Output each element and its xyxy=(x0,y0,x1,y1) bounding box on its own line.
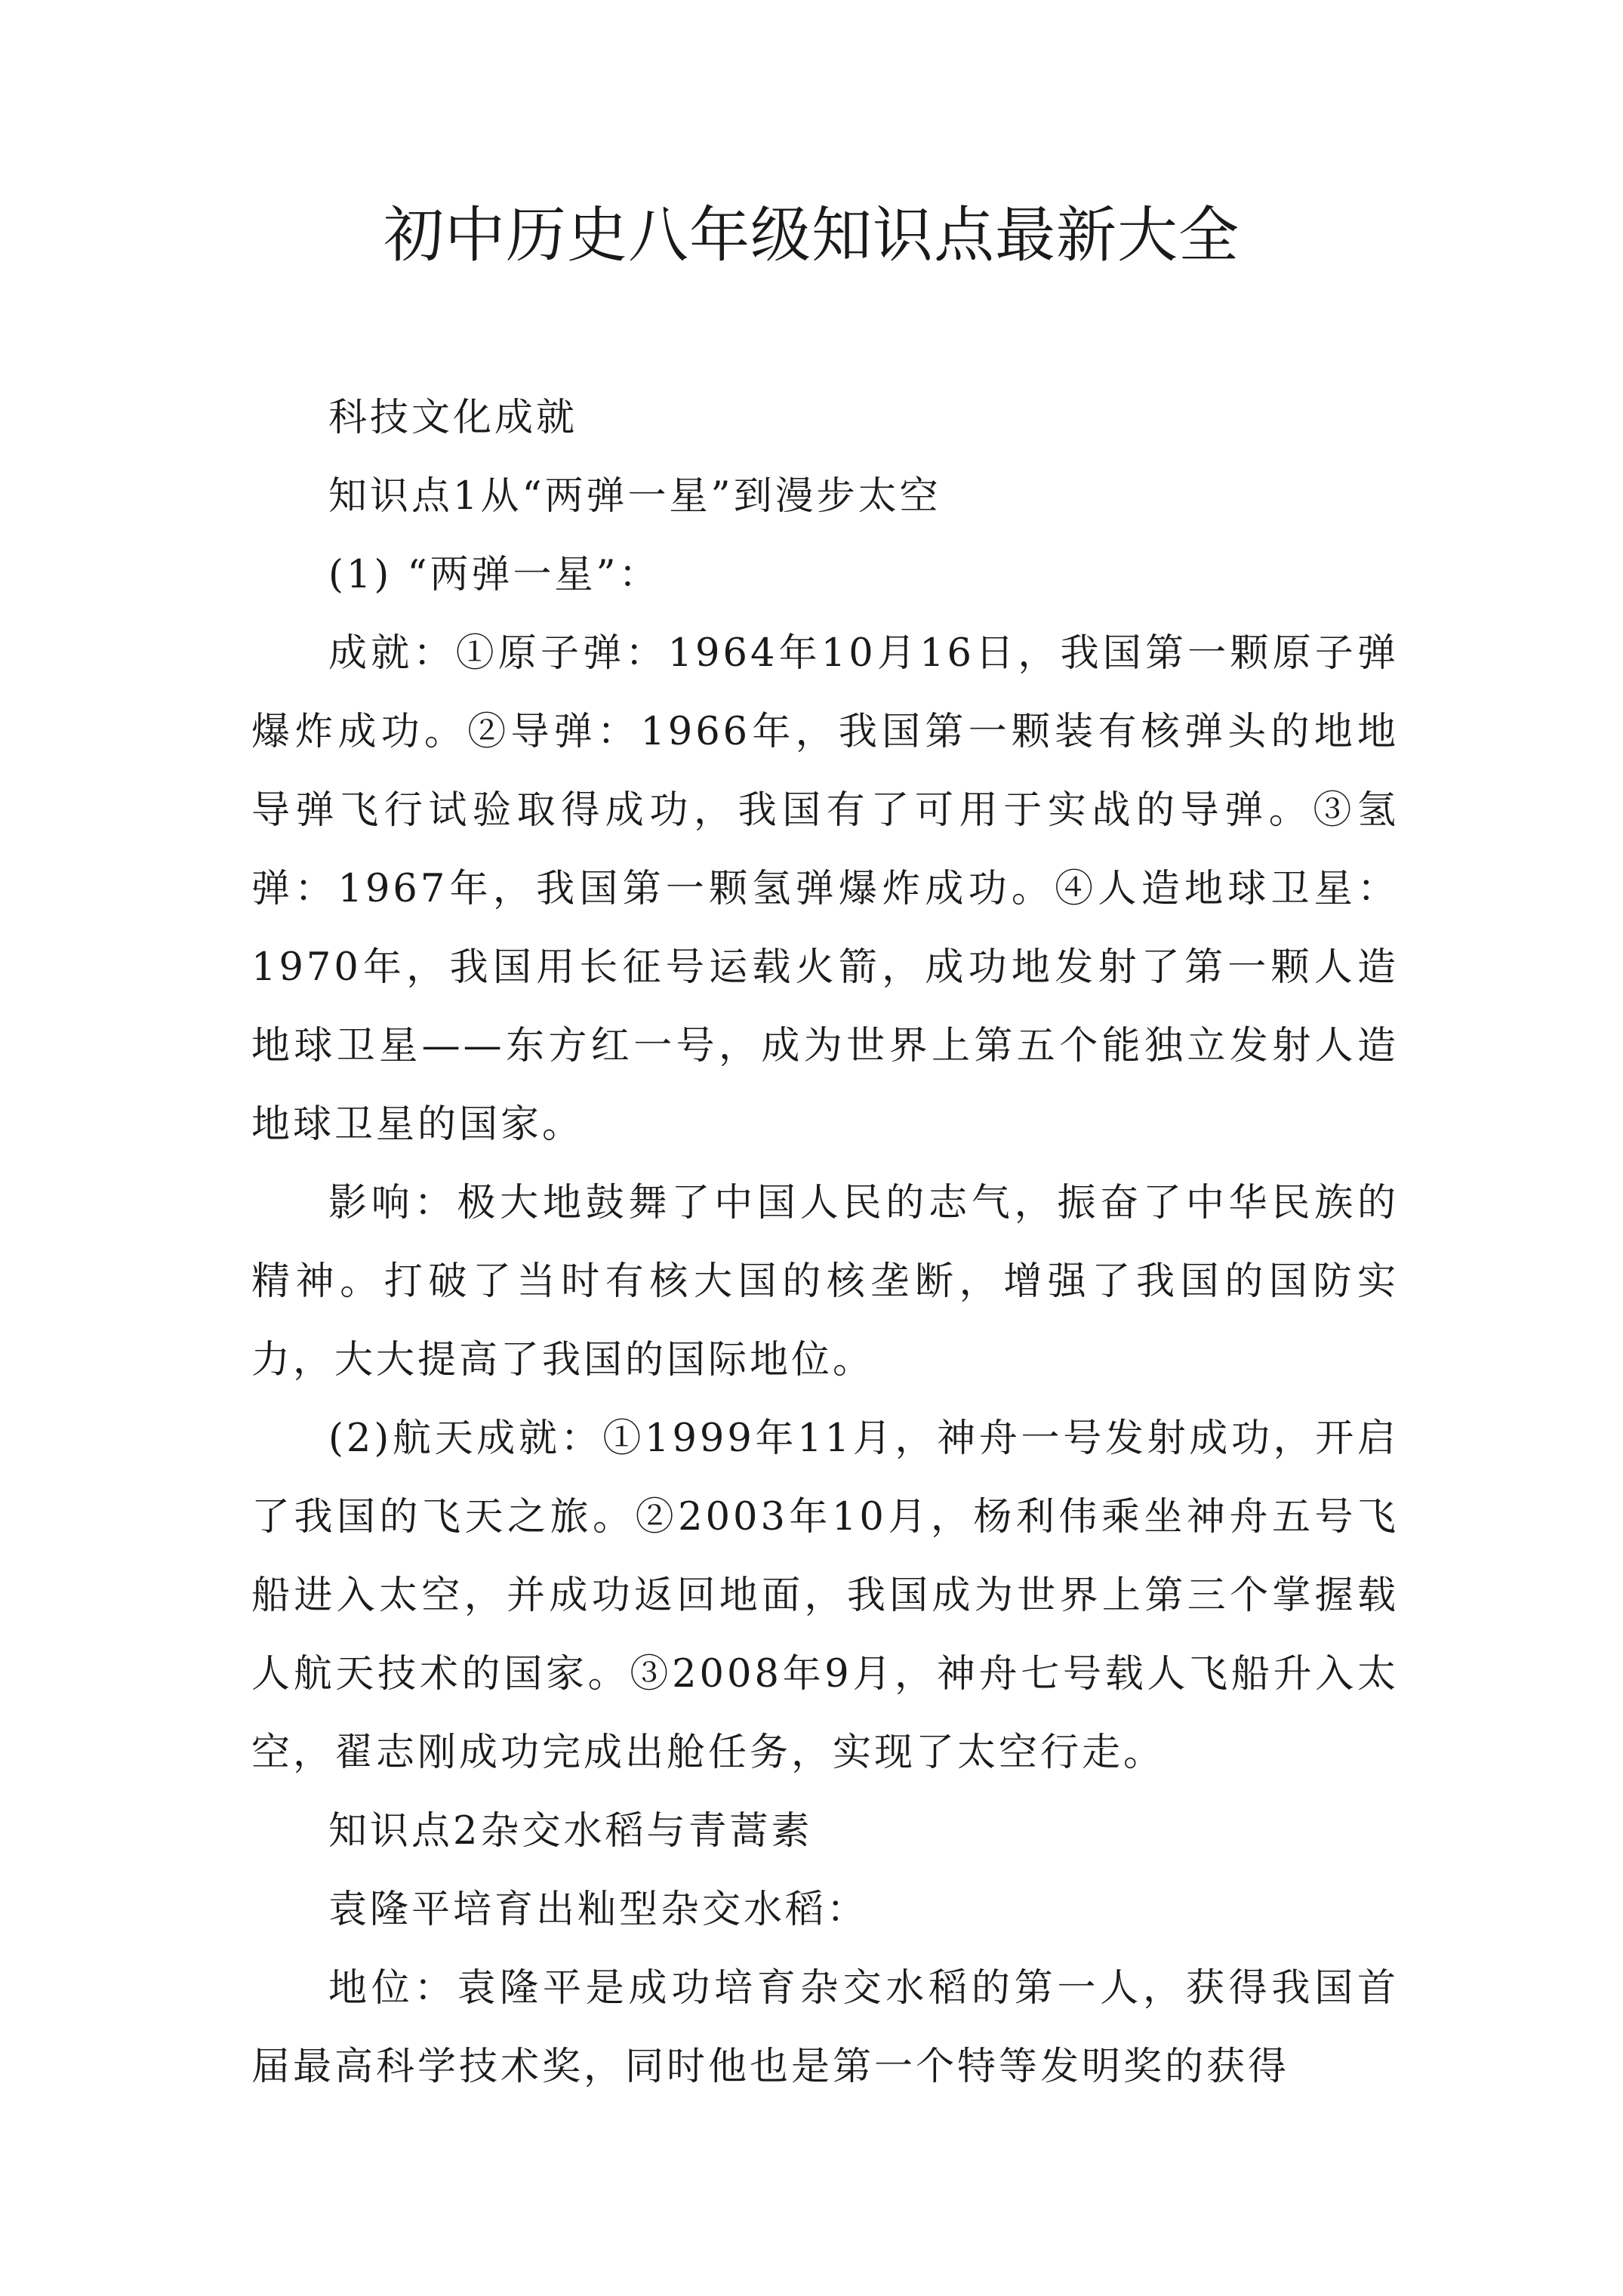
paragraph-influence: 影响：极大地鼓舞了中国人民的志气，振奋了中华民族的精神。打破了当时有核大国的核垄断，增强了我国的国防实力，大大提高了我国的国际地位。 xyxy=(251,1181,1399,1382)
section-heading-tech-culture: 科技文化成就 xyxy=(328,396,578,440)
paragraph-aerospace: (2)航天成就：①1999年11月，神舟一号发射成功，开启了我国的飞天之旅。②2003年10月，杨利伟乘坐神舟五号飞船进入太空，并成功返回地面，我国成为世界上第三个掌握载人航天技术的国家。③2008年9月，神舟七号载人飞船升入太空，翟志刚成功完成出舱任务，实现了太空行走。 xyxy=(251,1416,1399,1775)
paragraph-status: 地位：袁隆平是成功培育杂交水稻的第一人，获得我国首届最高科学技术奖，同时他也是第一个特等发明奖的获得 xyxy=(251,1966,1399,2089)
knowledge-point-2-heading: 知识点2杂交水稻与青蒿素 xyxy=(328,1809,813,1854)
subheading-two-bombs-one-satellite: (1) “两弹一星”： xyxy=(328,553,661,597)
document-body xyxy=(251,379,1399,2106)
knowledge-point-1-heading: 知识点1从“两弹一星”到漫步太空 xyxy=(328,474,941,519)
paragraph-achievements: 成就：①原子弹：1964年10月16日，我国第一颗原子弹爆炸成功。②导弹：1966年，我国第一颗装有核弹头的地地导弹飞行试验取得成功，我国有了可用于实战的导弹。③氢弹：1967年，我国第一颗氢弹爆炸成功。④人造地球卫星：1970年，我国用长征号运载火箭，成功地发射了第一颗人造地球卫星——东方红一号，成为世界上第五个能独立发射人造地球卫星的国家。 xyxy=(251,631,1399,1147)
document-title: 初中历史八年级知识点最新大全 xyxy=(383,200,1240,270)
subheading-hybrid-rice: 袁隆平培育出籼型杂交水稻： xyxy=(328,1888,869,1932)
